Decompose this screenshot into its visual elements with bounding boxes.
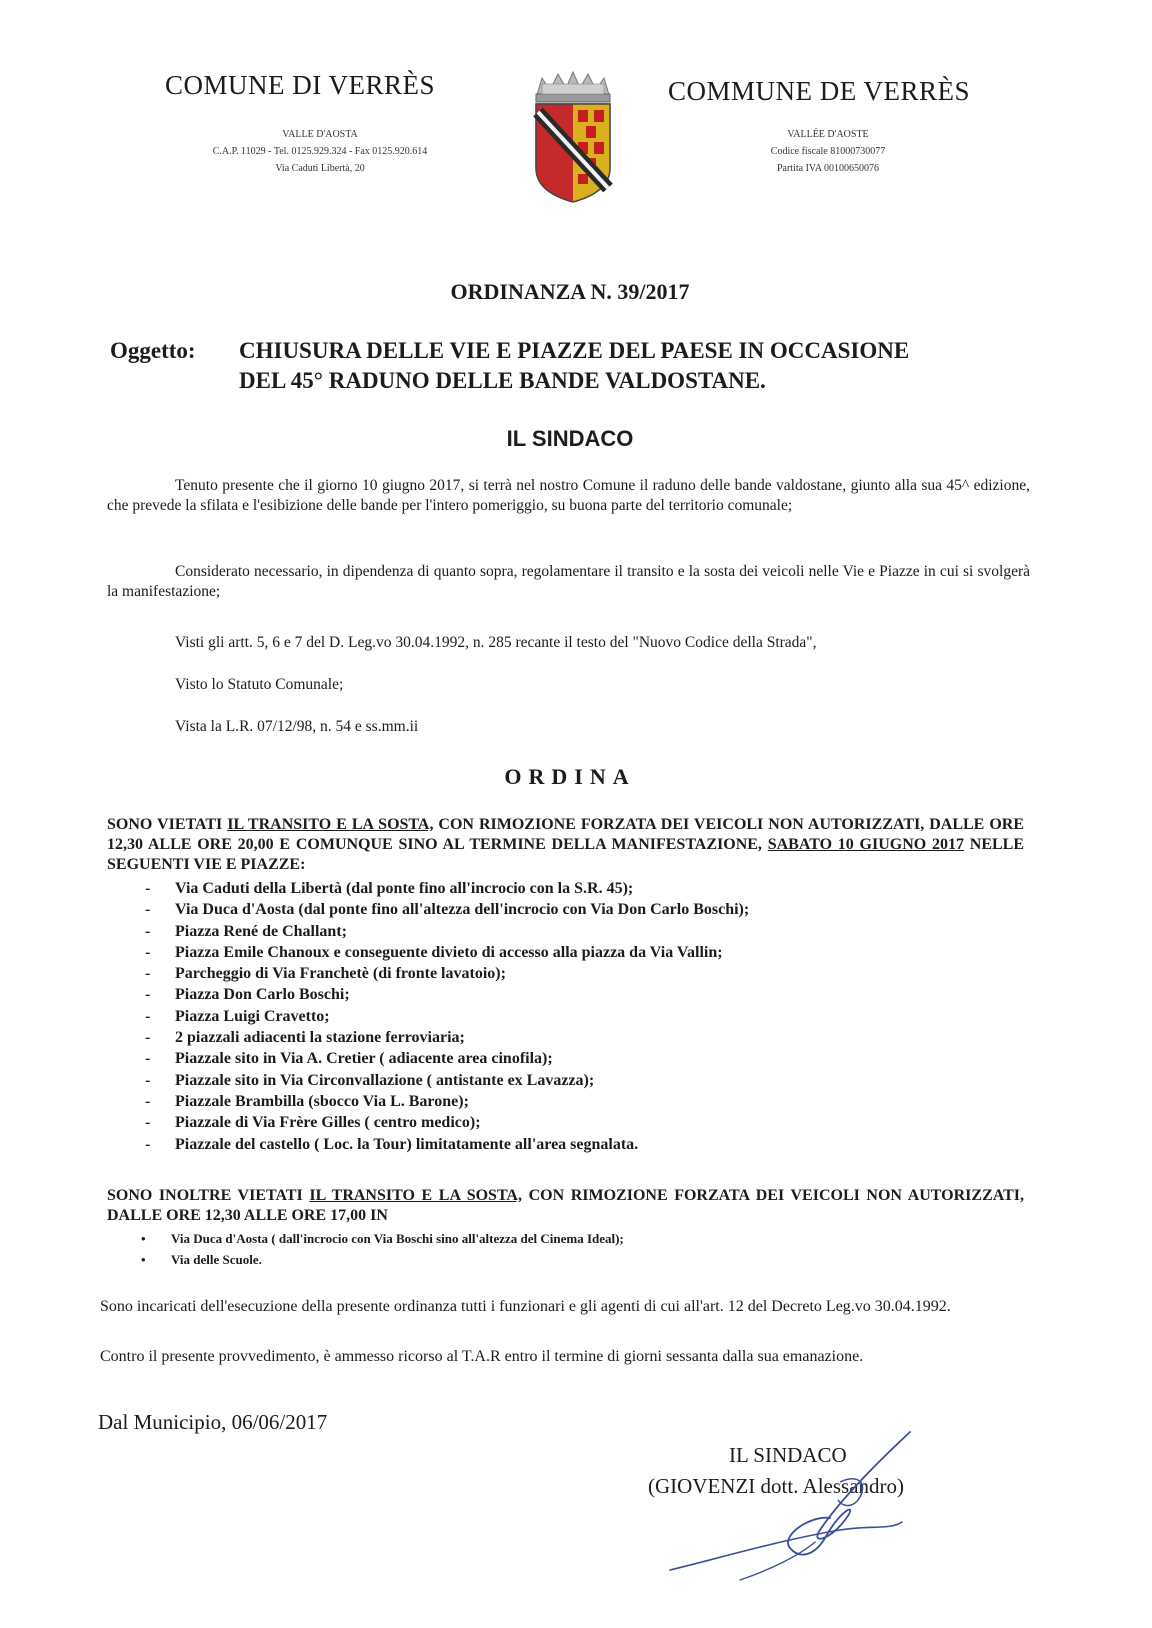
subject-line: DEL 45° RADUNO DELLE BANDE VALDOSTANE. <box>239 368 766 393</box>
list-item: - Piazza René de Challant; <box>107 921 1037 942</box>
list-item: - Parcheggio di Via Franchetè (di fronte lavatoio); <box>107 963 1037 984</box>
order-paragraph-2 <box>107 1186 1024 1226</box>
order-underlined-text: IL TRANSITO E LA SOSTA, <box>227 816 434 833</box>
subject-line: CHIUSURA DELLE VIE E PIAZZE DEL PAESE IN OCCASIONE <box>239 338 910 363</box>
list-item: - Piazza Emile Chanoux e conseguente divieto di accesso alla piazza da Via Vallin; <box>107 942 1037 963</box>
header-left-info <box>170 126 470 177</box>
paragraph-premise-2: Considerato necessario, in dipendenza di quanto sopra, regolamentare il transito e la sosta dei veicoli nelle Vie e Piazze in cui si svolgerà la manifestazione; <box>107 563 1030 600</box>
signature-name: (GIOVENZI dott. Alessandro) <box>648 1474 905 1498</box>
order-text: SONO INOLTRE VIETATI <box>107 1187 310 1204</box>
header-right-title: COMMUNE DE VERRÈS <box>668 76 971 106</box>
list-item: - Piazza Luigi Cravetto; <box>107 1006 1037 1027</box>
header-left-line: Via Caduti Libertà, 20 <box>275 163 365 174</box>
header-right-line: Codice fiscale 81000730077 <box>770 146 886 157</box>
list-item: • Via delle Scuole. <box>107 1249 1037 1270</box>
list-item: - Via Caduti della Libertà (dal ponte fino all'incrocio con la S.R. 45); <box>107 878 1037 899</box>
header-right-info <box>718 126 938 177</box>
list-item: - Piazzale sito in Via Circonvallazione ( antistante ex Lavazza); <box>107 1070 1037 1091</box>
order-text: SONO VIETATI <box>107 816 228 833</box>
list-item: - 2 piazzali adiacenti la stazione ferroviaria; <box>107 1027 1037 1048</box>
paragraph-premise-5: Vista la L.R. 07/12/98, n. 54 e ss.mm.ii <box>175 718 419 735</box>
order-text: CON RIMOZIONE FORZATA DEI VEICOLI NON AUTORIZZATI, DALLE ORE 12,30 ALLE ORE 20,00 E COMUNQUE SINO AL TERMINE DELLA MANIFESTAZIONE, <box>107 816 1025 853</box>
header-left-line: VALLE D'AOSTA <box>282 129 358 140</box>
coat-of-arms-icon <box>528 70 618 205</box>
header-right-line: VALLÉE D'AOSTE <box>787 129 869 140</box>
list-item: • Via Duca d'Aosta ( dall'incrocio con Via Boschi sino all'altezza del Cinema Ideal); <box>107 1228 1037 1249</box>
mayor-heading: IL SINDACO <box>506 426 634 451</box>
list-item: - Via Duca d'Aosta (dal ponte fino all'altezza dell'incrocio con Via Don Carlo Boschi); <box>107 899 1037 920</box>
streets-list <box>107 878 1037 1155</box>
signature-title: IL SINDACO <box>729 1443 847 1467</box>
order-text: CON RIMOZIONE FORZATA DEI VEICOLI NON AUTORIZZATI, DALLE ORE 12,30 ALLE ORE 17,00 IN <box>107 1187 1025 1224</box>
paragraph-premise-1: Tenuto presente che il giorno 10 giugno 2017, si terrà nel nostro Comune il raduno delle bande valdostane, giunto alla sua 45^ edizione, che prevede la sfilata e l'esibizione delle bande per l'intero pomeriggio, su buona parte del territorio comunale; <box>107 477 1030 514</box>
place-date: Dal Municipio, 06/06/2017 <box>98 1410 328 1434</box>
list-item: - Piazza Don Carlo Boschi; <box>107 984 1037 1005</box>
subject-text <box>239 336 1039 396</box>
order-text: NELLE SEGUENTI VIE E PIAZZE: <box>107 836 1025 873</box>
paragraph-premise-3: Visti gli artt. 5, 6 e 7 del D. Leg.vo 30.04.1992, n. 285 recante il testo del "Nuovo Codice della Strada", <box>175 634 817 651</box>
subject-label: Oggetto: <box>110 338 196 363</box>
header-right-line: Partita IVA 00100650076 <box>776 163 880 174</box>
list-item: - Piazzale di Via Frère Gilles ( centro medico); <box>107 1112 1037 1133</box>
closing-paragraph-2: Contro il presente provvedimento, è ammesso ricorso al T.A.R entro il termine di giorni sessanta dalla sua emanazione. <box>100 1348 864 1365</box>
ordina-heading: ORDINA <box>504 764 636 789</box>
order-date: SABATO 10 GIUGNO 2017 <box>767 836 964 853</box>
streets-list-2 <box>107 1228 1037 1270</box>
closing-paragraph-1: Sono incaricati dell'esecuzione della presente ordinanza tutti i funzionari e gli agenti di cui all'art. 12 del Decreto Leg.vo 30.04.1992. <box>100 1298 951 1315</box>
order-paragraph-1 <box>107 815 1024 875</box>
list-item: - Piazzale del castello ( Loc. la Tour) limitatamente all'area segnalata. <box>107 1134 1037 1155</box>
paragraph-premise-4: Visto lo Statuto Comunale; <box>175 676 344 693</box>
header-left-title: COMUNE DI VERRÈS <box>165 70 436 100</box>
order-underlined-text: IL TRANSITO E LA SOSTA, <box>309 1187 522 1204</box>
handwritten-signature <box>640 1420 960 1590</box>
header-left-line: C.A.P. 11029 - Tel. 0125.929.324 - Fax 0125.920.614 <box>212 146 428 157</box>
list-item: - Piazzale Brambilla (sbocco Via L. Barone); <box>107 1091 1037 1112</box>
ordinance-number: ORDINANZA N. 39/2017 <box>450 279 690 304</box>
list-item: - Piazzale sito in Via A. Cretier ( adiacente area cinofila); <box>107 1048 1037 1069</box>
